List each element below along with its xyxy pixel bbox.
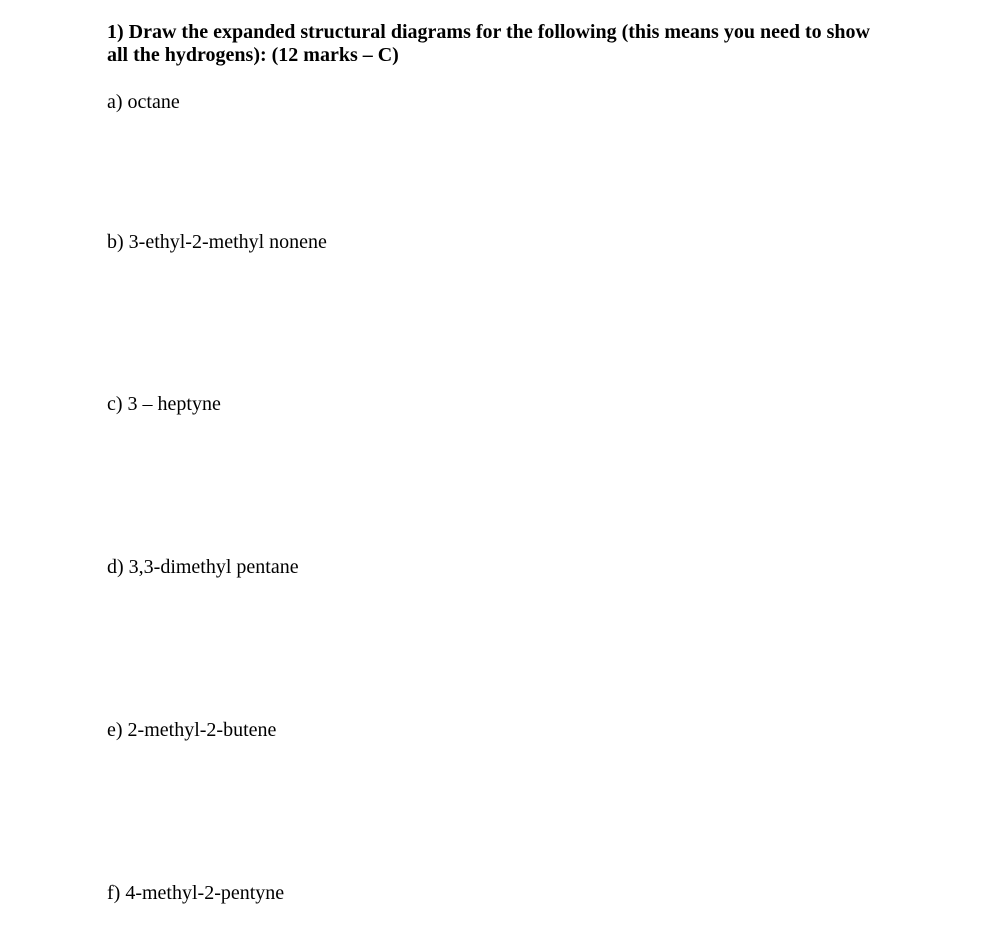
part-e-label: e) 2-methyl-2-butene: [107, 719, 277, 741]
part-d-label: d) 3,3-dimethyl pentane: [107, 556, 299, 578]
part-a-label: a) octane: [107, 91, 180, 113]
part-f-label: f) 4-methyl-2-pentyne: [107, 882, 285, 904]
part-b-label: b) 3-ethyl-2-methyl nonene: [107, 231, 327, 253]
question-heading: 1) Draw the expanded structural diagrams for the following (this means you need to show all the hydrogens): (12 marks – C): [107, 21, 870, 66]
part-c-label: c) 3 – heptyne: [107, 393, 221, 415]
